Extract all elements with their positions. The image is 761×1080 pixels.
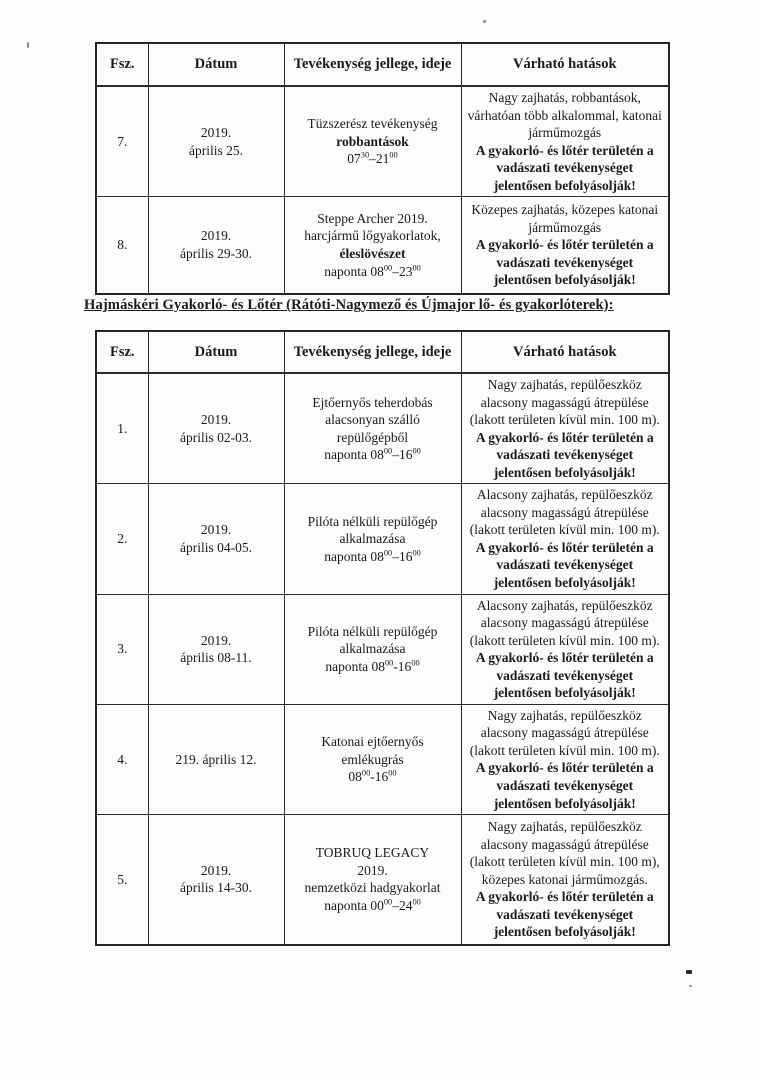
header-row: [96, 331, 669, 373]
activity-line: naponta $08^{00}-16^{00}$: [324, 548, 421, 564]
cell-impact: [461, 594, 669, 704]
datum-line: április 08-11.: [180, 650, 252, 666]
cell-impact: [461, 704, 669, 814]
cell-fsz: 3.: [96, 594, 148, 704]
activity-line: repülőgépből: [336, 429, 409, 445]
col-header-datum: Dátum: [148, 331, 284, 373]
activity-line: robbantások: [336, 133, 409, 149]
activity-line: Steppe Archer 2019.: [317, 210, 428, 226]
cell-activity: [284, 86, 461, 197]
col-header-impact: Várható hatások: [461, 43, 669, 86]
table-row: [96, 373, 669, 484]
cell-fsz: 7.: [96, 86, 148, 197]
activity-line: emlékugrás: [341, 751, 404, 767]
cell-datum: [148, 373, 284, 484]
cell-activity: [284, 484, 461, 594]
table-row: [96, 815, 669, 945]
activity-table-2: [95, 330, 670, 946]
cell-fsz: 5.: [96, 815, 148, 945]
col-header-fsz: Fsz.: [96, 331, 148, 373]
scan-speck: [27, 42, 29, 48]
datum-line: április 29-30.: [180, 246, 252, 262]
cell-activity: [284, 594, 461, 704]
cell-fsz: 1.: [96, 373, 148, 484]
activity-line: $07^{30}-21^{00}$: [347, 150, 398, 167]
table-row: [96, 594, 669, 704]
cell-datum: [148, 86, 284, 197]
cell-activity: [284, 373, 461, 484]
col-header-activity: Tevékenység jellege, ideje: [284, 43, 461, 86]
datum-line: 2019.: [200, 522, 232, 538]
impact-normal-text: Nagy zajhatás, repülőeszköz alacsony magasságú átrepülése (lakott területen kívül min. 100 m).: [469, 707, 660, 758]
activity-line: naponta $08^{00}-16^{00}$: [325, 658, 420, 674]
cell-fsz: 2.: [96, 484, 148, 594]
table-row: [96, 86, 669, 197]
cell-fsz: 4.: [96, 704, 148, 814]
impact-normal-text: Alacsony zajhatás, repülőeszköz alacsony magasságú átrepülése (lakott területen kívül min. 100 m).: [469, 597, 660, 648]
datum-line: április 02-03.: [180, 429, 252, 445]
section-heading: Hajmáskéri Gyakorló- és Lőtér (Rátóti-Nagymező és Újmajor lő- és gyakorlóterek):: [84, 297, 614, 313]
cell-impact: [461, 484, 669, 594]
datum-line: 2019.: [200, 862, 232, 878]
impact-normal-text: Nagy zajhatás, repülőeszköz alacsony magasságú átrepülése (lakott területen kívül min. 100 m), közepes katonai járműmozgás.: [469, 818, 660, 887]
activity-line: alkalmazása: [339, 531, 406, 547]
datum-line: 2019.: [200, 228, 232, 244]
cell-datum: [148, 704, 284, 814]
cell-impact: [461, 197, 669, 294]
activity-line: alkalmazása: [339, 641, 406, 657]
cell-activity: [284, 815, 461, 945]
datum-line: 2019.: [200, 412, 232, 428]
impact-normal-text: Nagy zajhatás, repülőeszköz alacsony magasságú átrepülése (lakott területen kívül min. 100 m).: [469, 377, 660, 428]
cell-datum: [148, 197, 284, 294]
activity-line: éleslövészet: [339, 246, 406, 262]
scan-speck: [686, 970, 692, 974]
activity-line: naponta $08^{00}-16^{00}$: [324, 446, 421, 463]
cell-impact: [461, 815, 669, 945]
cell-impact: [461, 86, 669, 197]
datum-line: április 14-30.: [180, 880, 252, 896]
col-header-fsz: Fsz.: [96, 43, 148, 86]
table-row: [96, 197, 669, 294]
activity-line: TOBRUQ LEGACY: [315, 845, 430, 861]
impact-bold-text: A gyakorló- és lőtér területén a vadászati tevékenységet jelentősen befolyásolják!: [475, 539, 654, 591]
activity-table-1: [95, 42, 670, 295]
activity-line: Pilóta nélküli repülőgép: [307, 513, 438, 529]
cell-fsz: 8.: [96, 197, 148, 294]
impact-bold-text: A gyakorló- és lőtér területén a vadászati tevékenységet jelentősen befolyásolják!: [475, 889, 654, 940]
activity-line: nemzetközi hadgyakorlat: [304, 880, 441, 896]
impact-bold-text: A gyakorló- és lőtér területén a vadászati tevékenységet jelentősen befolyásolják!: [475, 237, 654, 288]
scan-speck: [689, 985, 692, 987]
impact-bold-text: A gyakorló- és lőtér területén a vadászati tevékenységet jelentősen befolyásolják!: [475, 142, 654, 193]
activity-line: naponta $08^{00}-23^{00}$: [324, 263, 421, 279]
activity-line: Pilóta nélküli repülőgép: [307, 623, 438, 639]
datum-line: 219. április 12.: [175, 751, 257, 767]
impact-normal-text: Alacsony zajhatás, repülőeszköz alacsony magasságú átrepülése (lakott területen kívül min. 100 m).: [469, 487, 660, 538]
cell-datum: [148, 594, 284, 704]
cell-activity: [284, 197, 461, 294]
impact-bold-text: A gyakorló- és lőtér területén a vadászati tevékenységet jelentősen befolyásolják!: [475, 760, 654, 811]
cell-activity: [284, 704, 461, 814]
col-header-activity: Tevékenység jellege, ideje: [284, 331, 461, 373]
table-row: [96, 484, 669, 594]
activity-line: 2019.: [357, 862, 388, 878]
col-header-datum: Dátum: [148, 43, 284, 86]
col-header-impact: Várható hatások: [461, 331, 669, 373]
cell-datum: [148, 815, 284, 945]
datum-line: 2019.: [200, 125, 232, 141]
activity-line: Tüzszerész tevékenység: [307, 116, 438, 132]
datum-line: április 04-05.: [180, 539, 252, 555]
activity-line: harcjármű lőgyakorlatok,: [304, 228, 441, 244]
activity-line: Ejtőernyős teherdobás: [312, 394, 433, 410]
impact-bold-text: A gyakorló- és lőtér területén a vadászati tevékenységet jelentősen befolyásolják!: [475, 429, 654, 480]
activity-line: Katonai ejtőernyős: [321, 734, 424, 750]
activity-line: alacsonyan szálló: [325, 412, 420, 428]
table-row: [96, 704, 669, 814]
impact-normal-text: Nagy zajhatás, robbantások, várhatóan több alkalommal, katonai járműmozgás: [467, 90, 662, 141]
activity-line: $08^{00}-16^{00}$: [348, 768, 397, 785]
scan-speck: [483, 20, 486, 23]
datum-line: április 25.: [189, 142, 243, 158]
cell-datum: [148, 484, 284, 594]
activity-line: naponta $00^{00}-24^{00}$: [324, 897, 421, 913]
cell-impact: [461, 373, 669, 484]
impact-normal-text: Közepes zajhatás, közepes katonai járműmozgás: [471, 202, 659, 235]
header-row: [96, 43, 669, 86]
datum-line: 2019.: [200, 632, 232, 648]
impact-bold-text: A gyakorló- és lőtér területén a vadászati tevékenységet jelentősen befolyásolják!: [475, 650, 654, 701]
